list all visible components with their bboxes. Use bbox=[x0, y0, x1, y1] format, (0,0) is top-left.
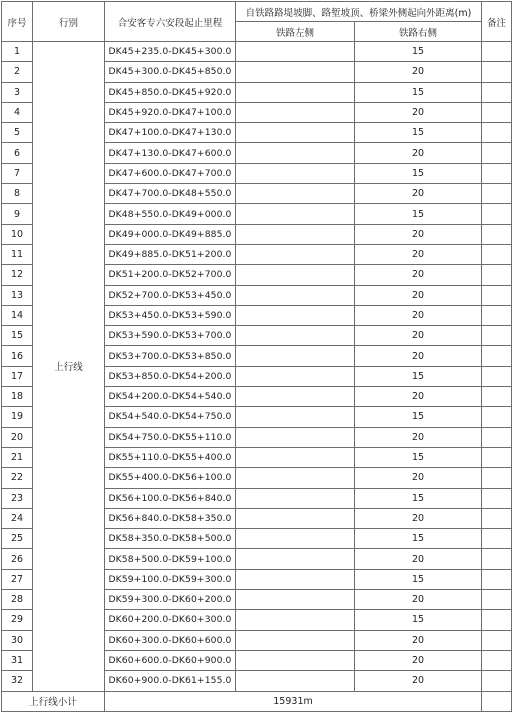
table-body bbox=[2, 42, 512, 692]
row-left-distance bbox=[236, 468, 355, 488]
line-label-cell: 上行线 bbox=[33, 42, 105, 692]
row-right-distance: 20 bbox=[355, 590, 482, 610]
header-row-1 bbox=[2, 2, 512, 22]
row-right-distance: 15 bbox=[355, 529, 482, 549]
row-left-distance bbox=[236, 244, 355, 264]
document-page bbox=[1, 1, 512, 712]
table-footer bbox=[2, 691, 512, 711]
row-remark bbox=[482, 508, 512, 528]
row-left-distance bbox=[236, 610, 355, 630]
row-remark bbox=[482, 346, 512, 366]
row-mileage: DK45+850.0-DK45+920.0 bbox=[105, 82, 236, 102]
row-right-distance: 15 bbox=[355, 204, 482, 224]
row-seq: 2 bbox=[2, 62, 33, 82]
row-left-distance bbox=[236, 163, 355, 183]
row-remark bbox=[482, 427, 512, 447]
row-remark bbox=[482, 529, 512, 549]
row-mileage: DK56+840.0-DK58+350.0 bbox=[105, 508, 236, 528]
header-remark: 备注 bbox=[482, 2, 512, 42]
row-left-distance bbox=[236, 569, 355, 589]
row-right-distance: 20 bbox=[355, 143, 482, 163]
row-right-distance: 20 bbox=[355, 305, 482, 325]
row-right-distance: 20 bbox=[355, 102, 482, 122]
row-mileage: DK45+235.0-DK45+300.0 bbox=[105, 42, 236, 62]
row-remark bbox=[482, 123, 512, 143]
row-mileage: DK45+300.0-DK45+850.0 bbox=[105, 62, 236, 82]
row-seq: 14 bbox=[2, 305, 33, 325]
row-right-distance: 20 bbox=[355, 671, 482, 691]
row-left-distance bbox=[236, 630, 355, 650]
row-mileage: DK52+700.0-DK53+450.0 bbox=[105, 285, 236, 305]
row-mileage: DK49+000.0-DK49+885.0 bbox=[105, 224, 236, 244]
subtotal-label: 上行线小计 bbox=[2, 691, 105, 711]
row-remark bbox=[482, 569, 512, 589]
row-left-distance bbox=[236, 346, 355, 366]
row-remark bbox=[482, 62, 512, 82]
row-mileage: DK47+130.0-DK47+600.0 bbox=[105, 143, 236, 163]
row-seq: 17 bbox=[2, 366, 33, 386]
row-remark bbox=[482, 650, 512, 670]
row-right-distance: 20 bbox=[355, 265, 482, 285]
row-seq: 29 bbox=[2, 610, 33, 630]
row-mileage: DK45+920.0-DK47+100.0 bbox=[105, 102, 236, 122]
row-mileage: DK47+600.0-DK47+700.0 bbox=[105, 163, 236, 183]
row-left-distance bbox=[236, 224, 355, 244]
row-seq: 8 bbox=[2, 184, 33, 204]
row-left-distance bbox=[236, 488, 355, 508]
row-mileage: DK60+300.0-DK60+600.0 bbox=[105, 630, 236, 650]
row-right-distance: 20 bbox=[355, 346, 482, 366]
table-row bbox=[2, 42, 512, 62]
row-seq: 24 bbox=[2, 508, 33, 528]
row-mileage: DK49+885.0-DK51+200.0 bbox=[105, 244, 236, 264]
row-remark bbox=[482, 610, 512, 630]
row-left-distance bbox=[236, 305, 355, 325]
row-remark bbox=[482, 447, 512, 467]
row-right-distance: 20 bbox=[355, 285, 482, 305]
row-remark bbox=[482, 387, 512, 407]
row-mileage: DK60+200.0-DK60+300.0 bbox=[105, 610, 236, 630]
row-remark bbox=[482, 590, 512, 610]
row-left-distance bbox=[236, 447, 355, 467]
row-left-distance bbox=[236, 204, 355, 224]
row-right-distance: 20 bbox=[355, 62, 482, 82]
row-left-distance bbox=[236, 529, 355, 549]
row-seq: 16 bbox=[2, 346, 33, 366]
row-seq: 7 bbox=[2, 163, 33, 183]
row-left-distance bbox=[236, 671, 355, 691]
row-seq: 21 bbox=[2, 447, 33, 467]
row-left-distance bbox=[236, 366, 355, 386]
subtotal-value: 15931m bbox=[105, 691, 482, 711]
row-remark bbox=[482, 265, 512, 285]
row-right-distance: 20 bbox=[355, 387, 482, 407]
row-mileage: DK60+600.0-DK60+900.0 bbox=[105, 650, 236, 670]
row-remark bbox=[482, 630, 512, 650]
row-remark bbox=[482, 407, 512, 427]
row-left-distance bbox=[236, 265, 355, 285]
subtotal-row bbox=[2, 691, 512, 711]
row-mileage: DK54+200.0-DK54+540.0 bbox=[105, 387, 236, 407]
row-seq: 28 bbox=[2, 590, 33, 610]
row-right-distance: 15 bbox=[355, 569, 482, 589]
row-right-distance: 20 bbox=[355, 650, 482, 670]
row-mileage: DK58+350.0-DK58+500.0 bbox=[105, 529, 236, 549]
row-seq: 4 bbox=[2, 102, 33, 122]
row-mileage: DK53+850.0-DK54+200.0 bbox=[105, 366, 236, 386]
row-seq: 13 bbox=[2, 285, 33, 305]
row-seq: 20 bbox=[2, 427, 33, 447]
row-left-distance bbox=[236, 508, 355, 528]
row-remark bbox=[482, 305, 512, 325]
row-seq: 5 bbox=[2, 123, 33, 143]
row-seq: 30 bbox=[2, 630, 33, 650]
row-right-distance: 15 bbox=[355, 447, 482, 467]
row-seq: 27 bbox=[2, 569, 33, 589]
table-header bbox=[2, 2, 512, 42]
row-mileage: DK53+590.0-DK53+700.0 bbox=[105, 326, 236, 346]
header-right-side: 铁路右侧 bbox=[355, 22, 482, 42]
header-seq: 序号 bbox=[2, 2, 33, 42]
header-left-side: 铁路左侧 bbox=[236, 22, 355, 42]
row-right-distance: 20 bbox=[355, 326, 482, 346]
row-mileage: DK47+700.0-DK48+550.0 bbox=[105, 184, 236, 204]
row-right-distance: 15 bbox=[355, 82, 482, 102]
row-remark bbox=[482, 224, 512, 244]
row-seq: 18 bbox=[2, 387, 33, 407]
row-mileage: DK54+540.0-DK54+750.0 bbox=[105, 407, 236, 427]
row-left-distance bbox=[236, 650, 355, 670]
row-left-distance bbox=[236, 82, 355, 102]
header-line: 行别 bbox=[33, 2, 105, 42]
row-seq: 32 bbox=[2, 671, 33, 691]
row-left-distance bbox=[236, 123, 355, 143]
row-left-distance bbox=[236, 407, 355, 427]
row-right-distance: 15 bbox=[355, 488, 482, 508]
row-right-distance: 20 bbox=[355, 224, 482, 244]
row-left-distance bbox=[236, 102, 355, 122]
row-seq: 10 bbox=[2, 224, 33, 244]
row-right-distance: 20 bbox=[355, 630, 482, 650]
row-seq: 9 bbox=[2, 204, 33, 224]
subtotal-remark bbox=[482, 691, 512, 711]
row-right-distance: 20 bbox=[355, 184, 482, 204]
row-remark bbox=[482, 42, 512, 62]
row-seq: 15 bbox=[2, 326, 33, 346]
row-left-distance bbox=[236, 184, 355, 204]
row-seq: 22 bbox=[2, 468, 33, 488]
row-left-distance bbox=[236, 549, 355, 569]
row-left-distance bbox=[236, 387, 355, 407]
row-left-distance bbox=[236, 62, 355, 82]
row-remark bbox=[482, 244, 512, 264]
row-remark bbox=[482, 468, 512, 488]
row-right-distance: 20 bbox=[355, 468, 482, 488]
row-left-distance bbox=[236, 427, 355, 447]
row-seq: 3 bbox=[2, 82, 33, 102]
row-seq: 23 bbox=[2, 488, 33, 508]
row-right-distance: 15 bbox=[355, 163, 482, 183]
row-seq: 19 bbox=[2, 407, 33, 427]
row-right-distance: 20 bbox=[355, 244, 482, 264]
row-seq: 6 bbox=[2, 143, 33, 163]
header-distance-group: 自铁路路堤坡脚、路堑坡顶、桥梁外侧起向外距离(m) bbox=[236, 2, 482, 22]
row-mileage: DK55+400.0-DK56+100.0 bbox=[105, 468, 236, 488]
row-left-distance bbox=[236, 143, 355, 163]
row-mileage: DK48+550.0-DK49+000.0 bbox=[105, 204, 236, 224]
row-mileage: DK53+450.0-DK53+590.0 bbox=[105, 305, 236, 325]
row-left-distance bbox=[236, 42, 355, 62]
row-mileage: DK59+100.0-DK59+300.0 bbox=[105, 569, 236, 589]
row-seq: 1 bbox=[2, 42, 33, 62]
row-mileage: DK51+200.0-DK52+700.0 bbox=[105, 265, 236, 285]
row-remark bbox=[482, 163, 512, 183]
row-remark bbox=[482, 143, 512, 163]
row-remark bbox=[482, 285, 512, 305]
row-right-distance: 20 bbox=[355, 427, 482, 447]
row-right-distance: 20 bbox=[355, 549, 482, 569]
row-mileage: DK58+500.0-DK59+100.0 bbox=[105, 549, 236, 569]
row-right-distance: 15 bbox=[355, 407, 482, 427]
row-seq: 31 bbox=[2, 650, 33, 670]
row-seq: 26 bbox=[2, 549, 33, 569]
row-mileage: DK59+300.0-DK60+200.0 bbox=[105, 590, 236, 610]
row-remark bbox=[482, 366, 512, 386]
row-remark bbox=[482, 102, 512, 122]
row-mileage: DK47+100.0-DK47+130.0 bbox=[105, 123, 236, 143]
row-remark bbox=[482, 549, 512, 569]
row-seq: 12 bbox=[2, 265, 33, 285]
row-remark bbox=[482, 671, 512, 691]
row-remark bbox=[482, 184, 512, 204]
row-remark bbox=[482, 326, 512, 346]
row-remark bbox=[482, 488, 512, 508]
railway-protection-distance-table bbox=[1, 1, 512, 712]
row-seq: 25 bbox=[2, 529, 33, 549]
row-mileage: DK53+700.0-DK53+850.0 bbox=[105, 346, 236, 366]
row-right-distance: 15 bbox=[355, 366, 482, 386]
row-right-distance: 15 bbox=[355, 610, 482, 630]
row-mileage: DK56+100.0-DK56+840.0 bbox=[105, 488, 236, 508]
row-left-distance bbox=[236, 326, 355, 346]
header-mileage: 合安客专六安段起止里程 bbox=[105, 2, 236, 42]
row-mileage: DK54+750.0-DK55+110.0 bbox=[105, 427, 236, 447]
row-right-distance: 15 bbox=[355, 42, 482, 62]
row-right-distance: 20 bbox=[355, 508, 482, 528]
row-mileage: DK60+900.0-DK61+155.0 bbox=[105, 671, 236, 691]
row-remark bbox=[482, 204, 512, 224]
row-left-distance bbox=[236, 590, 355, 610]
row-left-distance bbox=[236, 285, 355, 305]
row-right-distance: 15 bbox=[355, 123, 482, 143]
row-seq: 11 bbox=[2, 244, 33, 264]
row-remark bbox=[482, 82, 512, 102]
row-mileage: DK55+110.0-DK55+400.0 bbox=[105, 447, 236, 467]
